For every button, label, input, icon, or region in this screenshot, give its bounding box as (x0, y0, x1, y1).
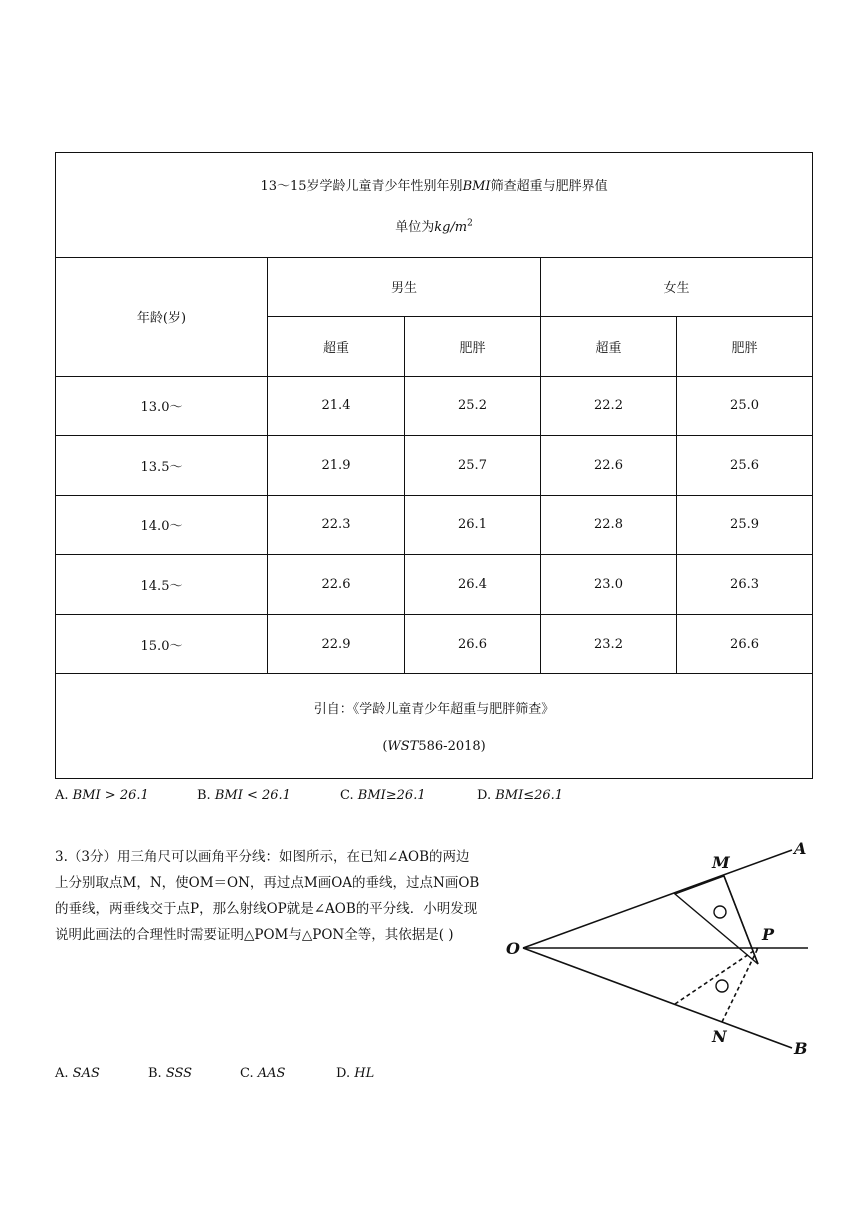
table-row (56, 614, 813, 674)
value-cell: 26.6 (677, 614, 813, 674)
ray-oa (523, 850, 792, 948)
q2-options (55, 788, 655, 806)
ray-ob (523, 948, 792, 1048)
label-a: A (794, 839, 807, 858)
q2-option-a: A. BMI > 26.1 (55, 788, 149, 803)
footer-source: 引自：《学龄儿童青少年超重与肥胖筛查》 (313, 702, 555, 718)
label-b: B (794, 1039, 808, 1058)
q3-line: 说明此画法的合理性时需要证明△POM与△PON全等，其依据是( ) (55, 927, 454, 943)
lower-circle (716, 980, 728, 992)
q3-line: 3.（3分）用三角尺可以画角平分线：如图所示，在已知∠AOB的两边 (55, 849, 470, 865)
female-header: 女生 (541, 257, 813, 317)
value-cell: 23.0 (541, 555, 677, 615)
upper-circle (714, 906, 726, 918)
table-row (56, 376, 813, 436)
footer-standard: (WST586-2018) (382, 739, 486, 755)
q3-options (55, 1066, 455, 1084)
q2-option-d: D. BMI≤26.1 (477, 788, 564, 803)
q3-option-d: D. HL (336, 1066, 375, 1081)
table-row (56, 436, 813, 496)
value-cell: 22.6 (541, 436, 677, 496)
angle-bisector-figure (500, 830, 830, 1060)
value-cell: 21.9 (268, 436, 405, 496)
label-m: M (712, 853, 730, 872)
value-cell: 25.9 (677, 495, 813, 555)
age-cell: 14.0～ (56, 495, 268, 555)
q3-option-b: B. SSS (148, 1066, 193, 1081)
value-cell: 25.7 (405, 436, 541, 496)
table-row (56, 495, 813, 555)
bmi-table (55, 152, 813, 779)
age-header: 年龄(岁) (56, 257, 268, 376)
age-cell: 13.0～ (56, 376, 268, 436)
value-cell: 25.0 (677, 376, 813, 436)
question-3 (55, 844, 510, 948)
value-cell: 22.8 (541, 495, 677, 555)
label-o: O (506, 939, 520, 958)
sub-header: 超重 (268, 317, 405, 377)
sub-header: 超重 (541, 317, 677, 377)
value-cell: 26.4 (405, 555, 541, 615)
value-cell: 26.6 (405, 614, 541, 674)
upper-triangle-ruler (675, 876, 758, 964)
q3-option-a: A. SAS (55, 1066, 100, 1081)
table-footer (56, 674, 813, 779)
age-cell: 15.0～ (56, 614, 268, 674)
value-cell: 21.4 (268, 376, 405, 436)
value-cell: 22.9 (268, 614, 405, 674)
sub-header: 肥胖 (677, 317, 813, 377)
value-cell: 26.1 (405, 495, 541, 555)
q3-line: 的垂线，两垂线交于点P，那么射线OP就是∠AOB的平分线．小明发现 (55, 901, 478, 917)
table-caption (56, 153, 813, 258)
label-n: N (712, 1027, 727, 1046)
value-cell: 22.3 (268, 495, 405, 555)
value-cell: 25.6 (677, 436, 813, 496)
label-p: P (762, 925, 775, 944)
q3-line: 上分别取点M，N，使OM＝ON，再过点M画OA的垂线，过点N画OB (55, 875, 480, 891)
table-row (56, 555, 813, 615)
value-cell: 22.6 (268, 555, 405, 615)
age-cell: 14.5～ (56, 555, 268, 615)
age-cell: 13.5～ (56, 436, 268, 496)
male-header: 男生 (268, 257, 541, 317)
value-cell: 25.2 (405, 376, 541, 436)
value-cell: 26.3 (677, 555, 813, 615)
dashed-line-lower-1 (675, 948, 758, 1004)
caption-title: 13～15岁学龄儿童青少年性别年别BMI筛查超重与肥胖界值 (260, 178, 608, 194)
sub-header: 肥胖 (405, 317, 541, 377)
q2-option-b: B. BMI < 26.1 (197, 788, 291, 803)
q3-option-c: C. AAS (240, 1066, 286, 1081)
value-cell: 23.2 (541, 614, 677, 674)
q2-option-c: C. BMI≥26.1 (340, 788, 426, 803)
value-cell: 22.2 (541, 376, 677, 436)
caption-unit: 单位为$kg/m^2$ (395, 218, 473, 235)
